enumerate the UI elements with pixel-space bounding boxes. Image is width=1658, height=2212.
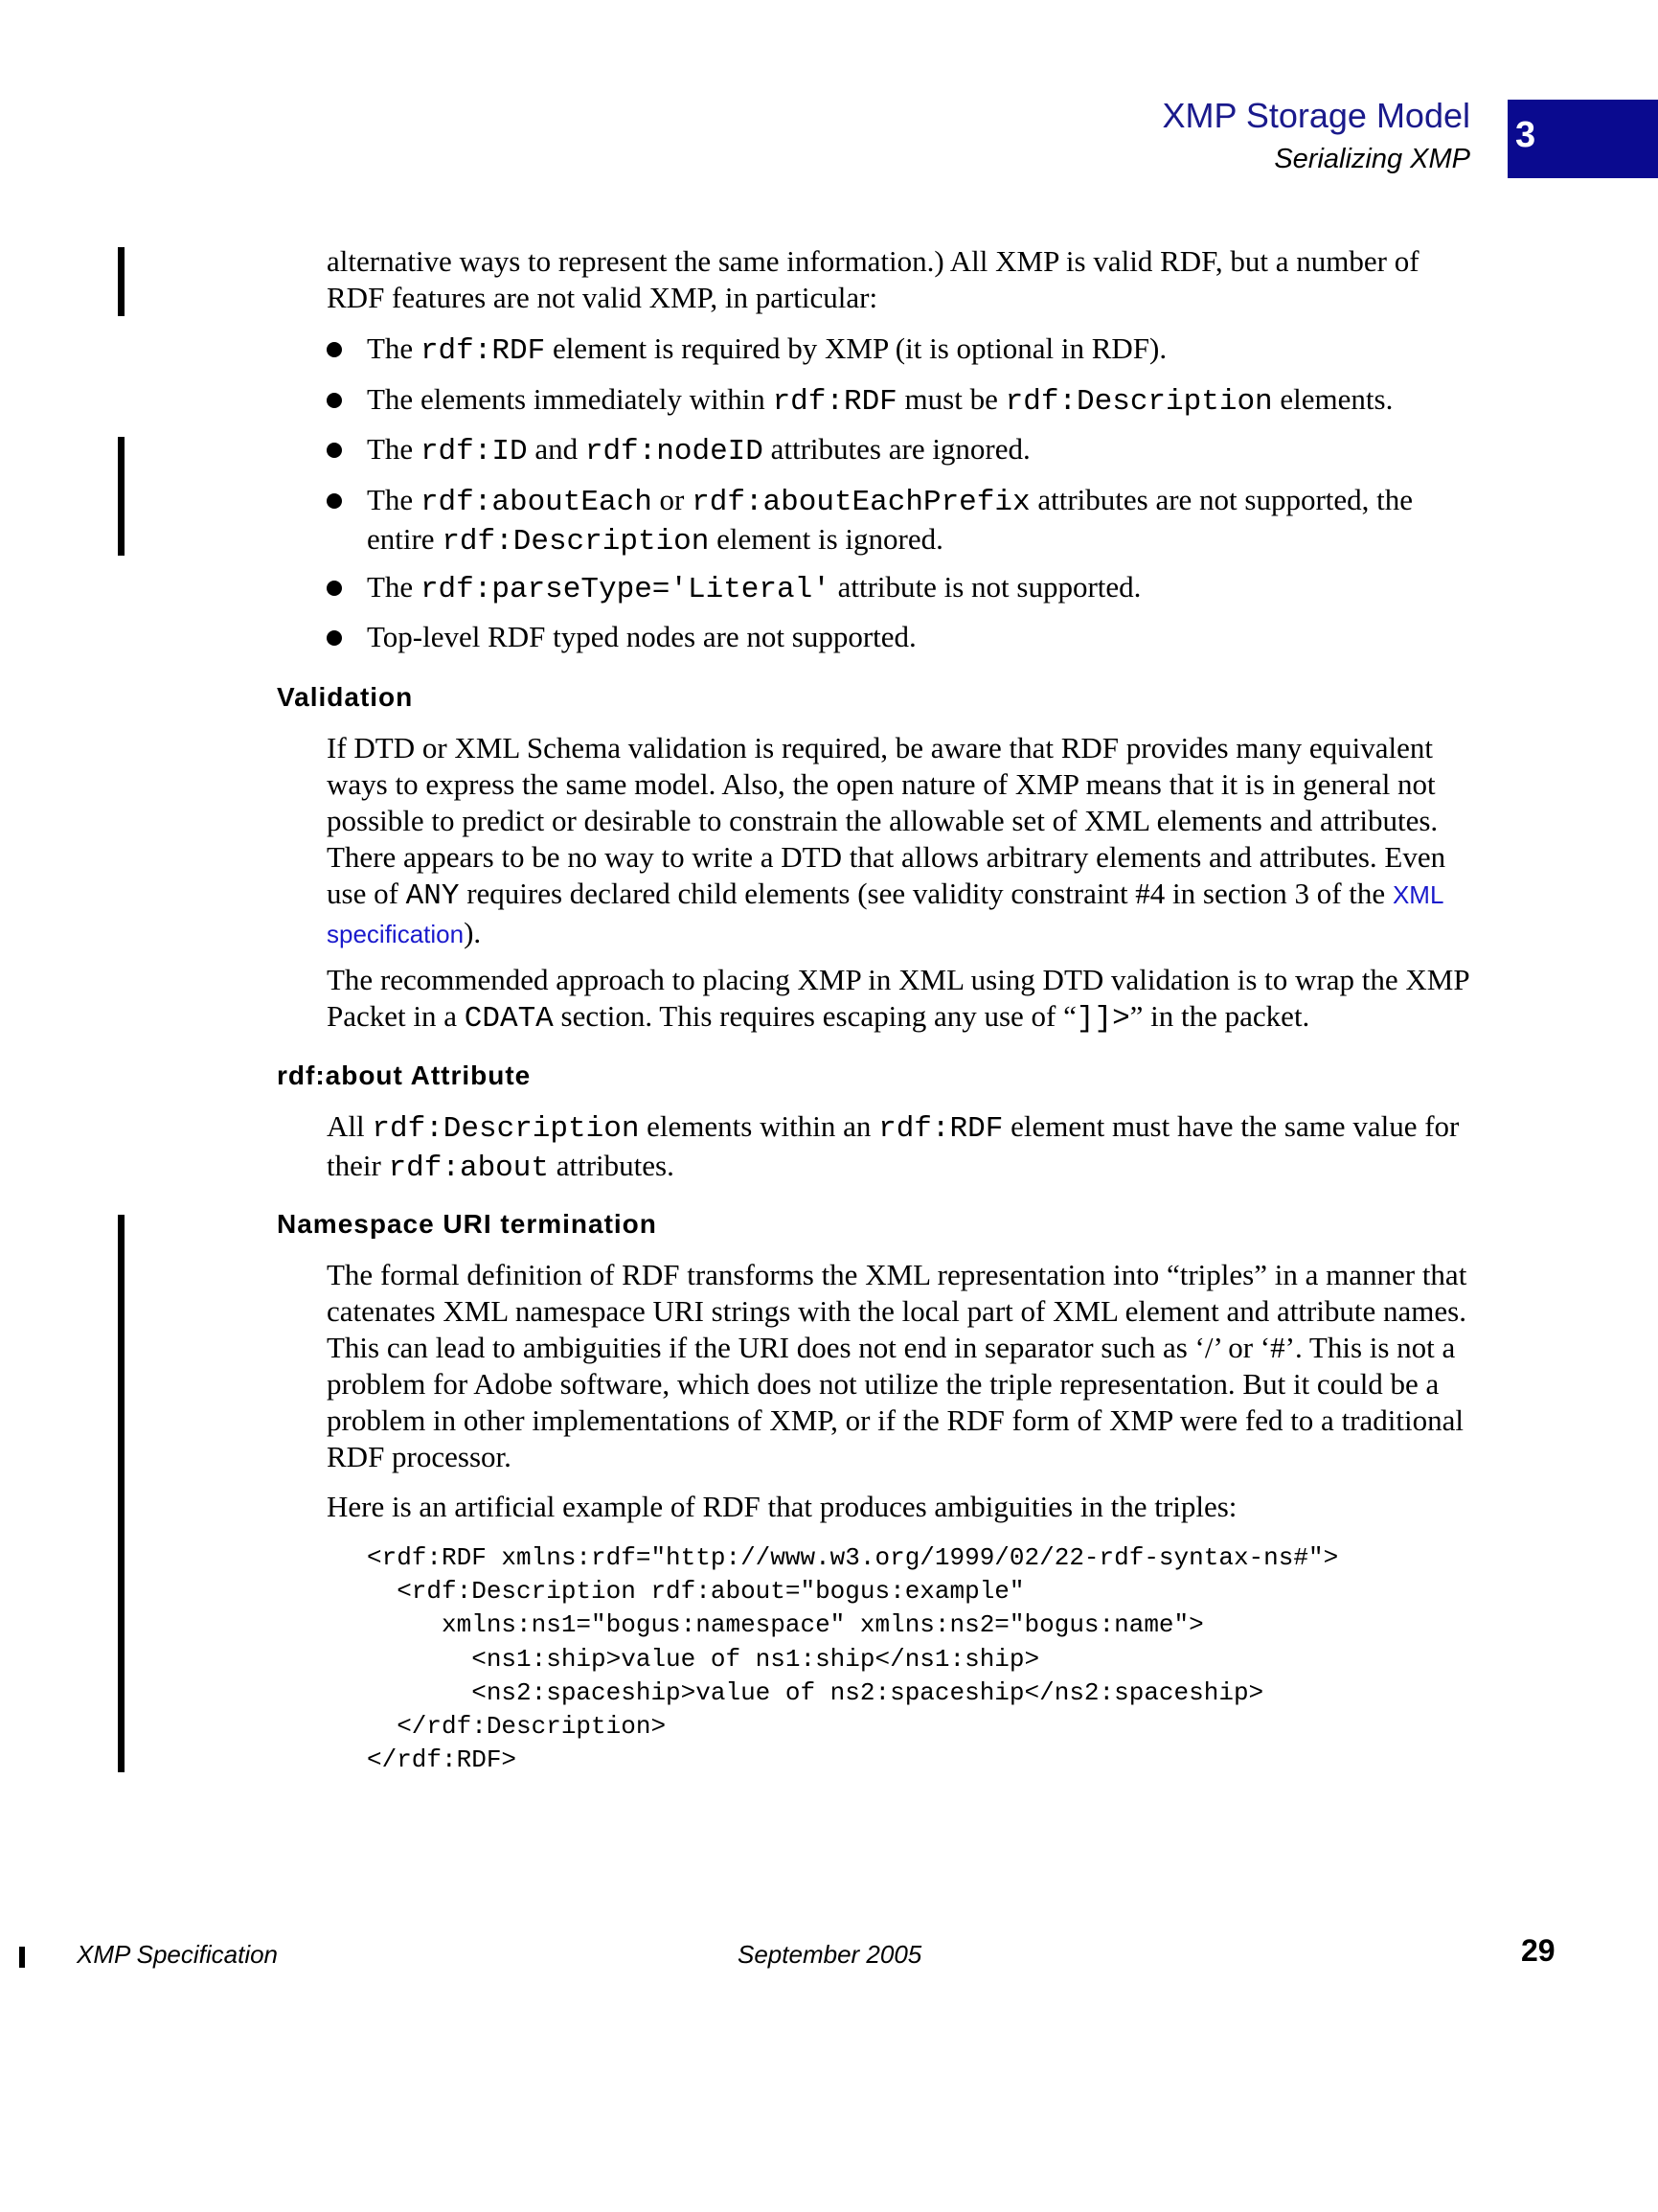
- page-number: 29: [1521, 1933, 1556, 1968]
- change-bar: [118, 437, 125, 556]
- validation-paragraph-1: If DTD or XML Schema validation is required, be aware that RDF provides many equivalent ways to express the same model. Also, the open nature of XMP means that it is in general not possible to predict or desirable to constrain the allowable set of XML elements and attributes. There appears to be no way to write a DTD that allows arbitrary elements and attributes. Even use of ANY requires declared child elements (see validity constraint #4 in section 3 of the XML specification).: [327, 731, 1446, 949]
- bullet-icon: [327, 581, 342, 596]
- footer-doc-title: XMP Specification: [77, 1940, 279, 1969]
- running-header-subtitle: Serializing XMP: [1274, 144, 1470, 174]
- namespace-paragraph-1: The formal definition of RDF transforms the XML representation into “triples” in a manner that catenates XML namespace URI strings with the local part of XML element and attribute names. This can lead to ambiguities if the URI does not end in separator such as ‘/’ or ‘#’. This is not a problem for Adobe software, which does not utilize the triple representation. But it could be a problem in other implementations of XMP, or if the RDF form of XMP were fed to a traditional RDF processor.: [327, 1258, 1467, 1473]
- section-heading-namespace: Namespace URI termination: [277, 1209, 657, 1239]
- code-example: <rdf:RDF xmlns:rdf="http://www.w3.org/1999/02/22-rdf-syntax-ns#"> <rdf:Description rdf:about="bogus:example" xmlns:ns1="bogus:namespace" xmlns:ns2="bogus:name"> <ns1:ship>value of ns1:ship</ns1:ship> <ns2:spaceship>value of ns2:spaceship</ns2:spaceship> </rdf:Description> </rdf:RDF>: [367, 1543, 1339, 1775]
- section-heading-rdf-about: rdf:about Attribute: [277, 1060, 532, 1090]
- change-bar: [118, 247, 125, 316]
- xml-specification-link[interactable]: XML specification: [327, 880, 1443, 948]
- validation-paragraph-2: The recommended approach to placing XMP in XML using DTD validation is to wrap the XMP Packet in a CDATA section. This requires escaping any use of “]]>” in the packet.: [327, 963, 1469, 1036]
- bullet-icon: [327, 393, 342, 408]
- footer-date: September 2005: [738, 1940, 922, 1969]
- chapter-number: 3: [1515, 115, 1536, 155]
- bullet-icon: [327, 630, 342, 646]
- bullet-icon: [327, 342, 342, 357]
- section-heading-validation: Validation: [277, 682, 414, 712]
- chapter-tab: [1508, 100, 1658, 178]
- change-bar: [118, 1215, 125, 1772]
- intro-paragraph: alternative ways to represent the same information.) All XMP is valid RDF, but a number of RDF features are not valid XMP, in particular:: [327, 244, 1420, 314]
- namespace-paragraph-2: Here is an artificial example of RDF that produces ambiguities in the triples:: [327, 1490, 1238, 1523]
- bullet-icon: [327, 443, 342, 458]
- footer-change-bar: [19, 1947, 25, 1968]
- running-header-title: XMP Storage Model: [1162, 96, 1470, 135]
- bullet-icon: [327, 493, 342, 509]
- rdf-about-paragraph: All rdf:Description elements within an rdf:RDF element must have the same value for their rdf:about attributes.: [327, 1109, 1460, 1185]
